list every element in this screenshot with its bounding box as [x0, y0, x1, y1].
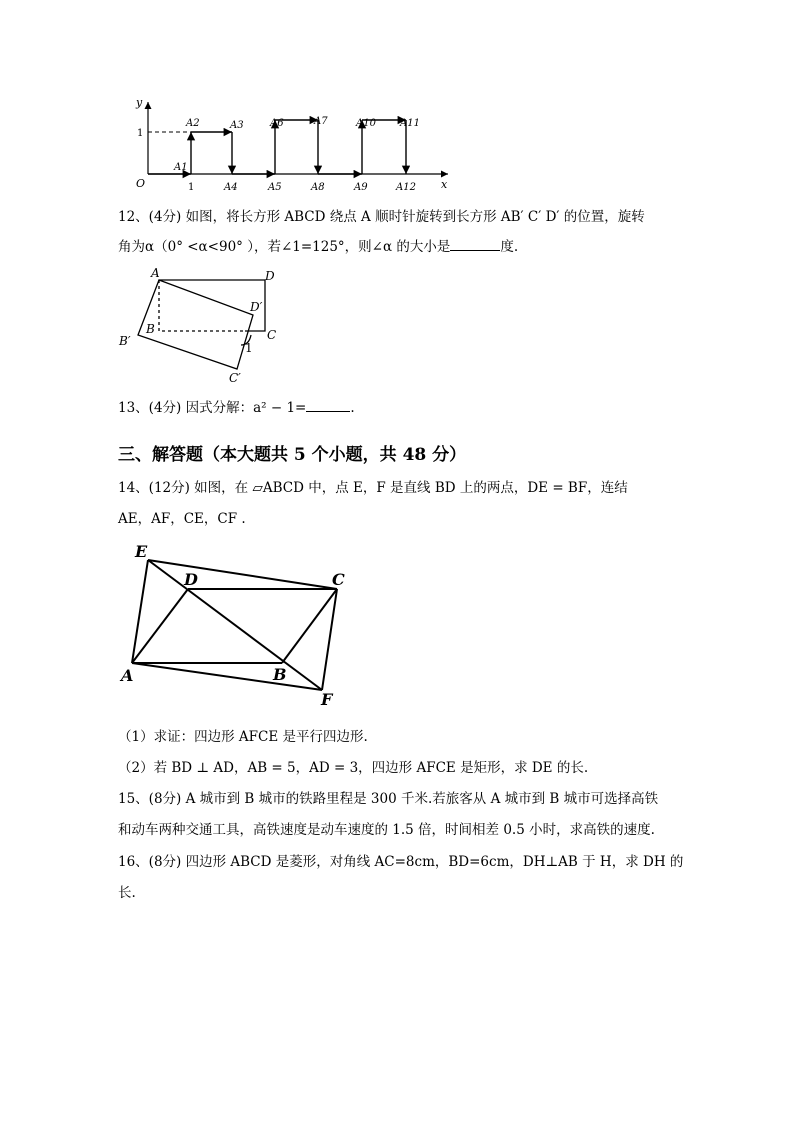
point-label: A6 — [270, 118, 284, 129]
point-d-label: D — [184, 570, 198, 589]
vertex-d-label: D — [265, 269, 275, 283]
point-label: A3 — [230, 120, 244, 131]
q14-part1: （1）求证：四边形 AFCE 是平行四边形. — [118, 729, 368, 745]
q12-line2-text: 角为α（0° <α<90° ），若∠1=125°，则∠α 的大小是 — [118, 239, 451, 255]
point-f-label: F — [321, 690, 333, 709]
segment-af — [132, 663, 322, 690]
q15-line1: 15、(8分) A 城市到 B 城市的铁路里程是 300 千米.若旅客从 A 城市到 B 城市可选择高铁 — [118, 791, 659, 807]
q13-text: 13、(4分) 因式分解：a² − 1= — [118, 400, 307, 416]
point-label: A10 — [356, 118, 376, 129]
staircase-figure — [118, 92, 458, 197]
rectangle-abcd-hidden — [159, 280, 245, 331]
q12-line2-end: 度. — [500, 239, 519, 255]
staircase-point-labels — [173, 116, 420, 193]
q15-line2: 和动车两种交通工具，高铁速度是动车速度的 1.5 倍，时间相差 0.5 小时，求高铁的速度. — [118, 822, 655, 838]
vertex-b'-label: B′ — [119, 334, 131, 348]
y-tick-label: 1 — [137, 128, 144, 139]
segment-ef — [148, 560, 322, 690]
q16-line1: 16、(8分) 四边形 ABCD 是菱形，对角线 AC=8cm，BD=6cm，DH⊥AB 于 H，求 DH 的 — [118, 854, 684, 870]
point-label: A1 — [174, 162, 188, 173]
point-label: A12 — [396, 182, 416, 193]
answer-blank — [306, 399, 350, 412]
answer-blank — [450, 238, 500, 251]
y-axis-label: y — [136, 96, 143, 109]
point-label: A11 — [400, 118, 420, 129]
segment-ec — [148, 560, 337, 589]
section-heading: 三、解答题（本大题共 5 个小题，共 48 分） — [118, 445, 467, 465]
vertex-d'-label: D′ — [250, 300, 263, 314]
x-tick-label: 1 — [188, 182, 195, 193]
point-a-label: A — [121, 666, 134, 685]
rectangle-ab'c'd' — [138, 280, 253, 369]
angle-1-label: 1 — [245, 341, 253, 355]
vertex-b-label: B — [146, 322, 155, 336]
x-axis-label: x — [441, 178, 448, 191]
q14-part2: （2）若 BD ⊥ AD，AB = 5，AD = 3，四边形 AFCE 是矩形，求 DE 的长. — [118, 760, 589, 776]
point-label: A8 — [311, 182, 325, 193]
q14-line1: 14、(12分) 如图，在 ▱ABCD 中，点 E，F 是直线 BD 上的两点，DE = BF，连结 — [118, 480, 628, 496]
segment-ad — [132, 589, 188, 663]
point-e-label: E — [135, 542, 148, 561]
vertex-a-label: A — [151, 266, 160, 280]
q12-line2 — [118, 237, 518, 257]
point-b-label: B — [273, 665, 287, 684]
q12-line1: 12、(4分) 如图，将长方形 ABCD 绕点 A 顺时针旋转到长方形 AB′ C′ D′ 的位置，旋转 — [118, 209, 645, 225]
segment-bc — [282, 589, 337, 663]
q16-line2: 长. — [118, 885, 136, 901]
point-label: A9 — [354, 182, 368, 193]
parallelogram-figure — [115, 540, 355, 710]
point-label: A4 — [224, 182, 238, 193]
q13-line — [118, 398, 355, 418]
point-label: A5 — [268, 182, 282, 193]
point-label: A7 — [314, 116, 328, 127]
q13-end: . — [350, 400, 355, 416]
origin-label: O — [136, 177, 146, 190]
point-label: A2 — [186, 118, 200, 129]
vertex-c'-label: C′ — [229, 371, 241, 385]
vertex-c-label: C — [267, 328, 277, 342]
segment-ae — [132, 560, 148, 663]
q14-line2: AE，AF，CE，CF . — [118, 511, 246, 527]
point-c-label: C — [332, 570, 345, 589]
segment-fc — [322, 589, 337, 690]
rotation-figure — [115, 265, 285, 390]
